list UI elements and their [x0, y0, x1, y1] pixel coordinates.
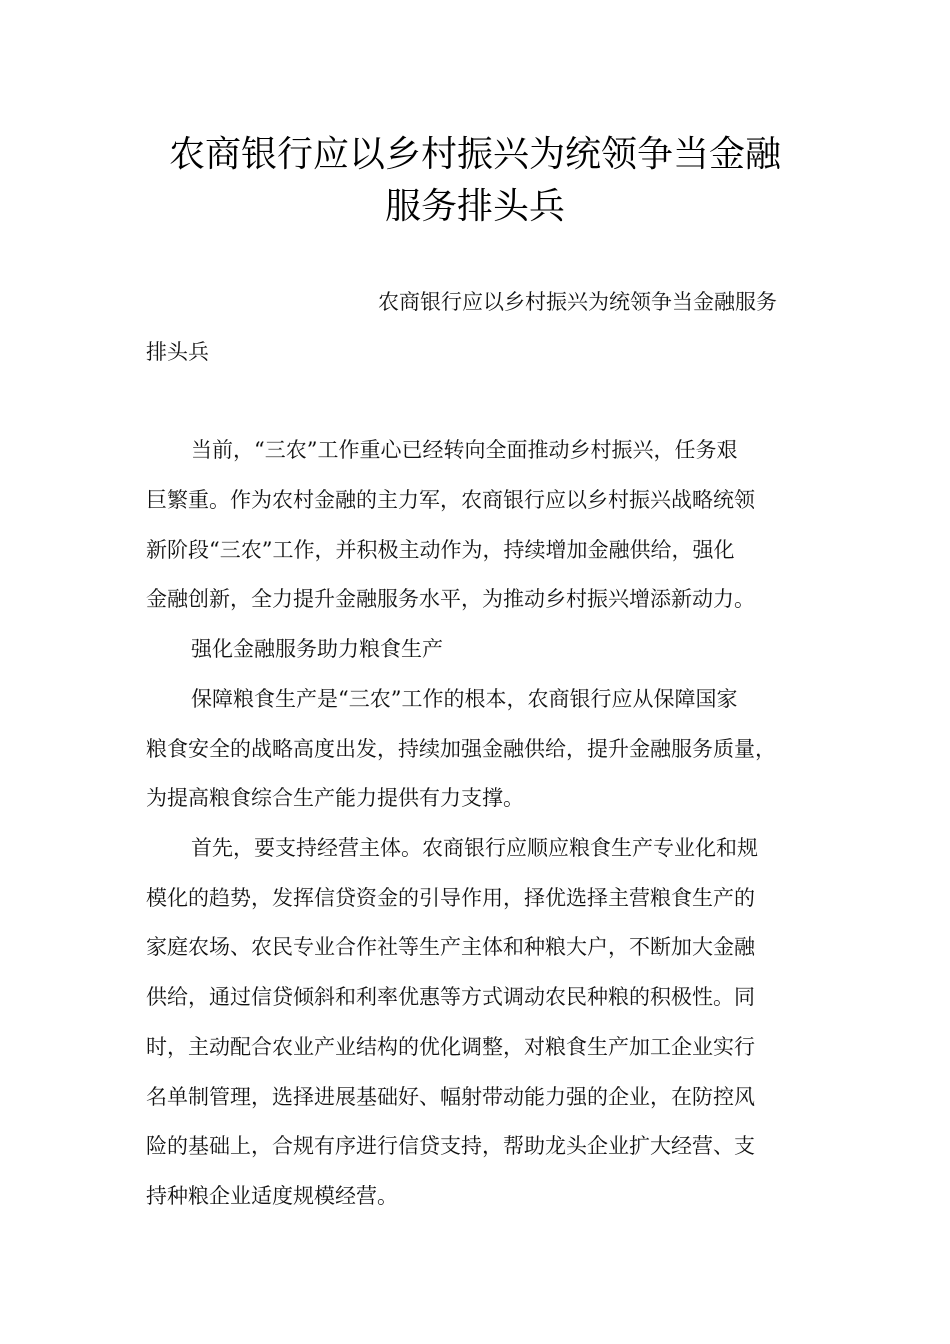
- paragraph-3-line-7: 险的基础上，合规有序进行信贷支持，帮助龙头企业扩大经营、支: [146, 1134, 755, 1158]
- paragraph-2-line-1: 保障粮食生产是“三农”工作的根本，农商银行应从保障国家: [191, 687, 738, 711]
- paragraph-3-line-5: 时，主动配合农业产业结构的优化调整，对粮食生产加工企业实行: [146, 1035, 755, 1059]
- paragraph-3-line-4: 供给，通过信贷倾斜和利率优惠等方式调动农民种粮的积极性。同: [146, 985, 755, 1009]
- paragraph-1-line-3: 新阶段“三农”工作，并积极主动作为，持续增加金融供给，强化: [146, 538, 735, 562]
- paragraph-2-line-2: 粮食安全的战略高度出发，持续加强金融供给，提升金融服务质量，: [146, 737, 776, 761]
- document-title-line-1: 农商银行应以乡村振兴为统领争当金融: [168, 134, 781, 175]
- paragraph-3-line-8: 持种粮企业适度规模经营。: [146, 1184, 398, 1208]
- paragraph-1-line-2: 巨繁重。作为农村金融的主力军，农商银行应以乡村振兴战略统领: [146, 488, 755, 512]
- subtitle-line-2: 排头兵: [146, 340, 209, 364]
- paragraph-3-line-2: 模化的趋势，发挥信贷资金的引导作用，择优选择主营粮食生产的: [146, 886, 755, 910]
- document-title-line-2: 服务排头兵: [384, 186, 565, 227]
- paragraph-2-line-3: 为提高粮食综合生产能力提供有力支撑。: [146, 786, 524, 810]
- paragraph-3-line-1: 首先，要支持经营主体。农商银行应顺应粮食生产专业化和规: [191, 836, 758, 860]
- paragraph-1-line-4: 金融创新，全力提升金融服务水平，为推动乡村振兴增添新动力。: [146, 587, 755, 611]
- subtitle-line-1: 农商银行应以乡村振兴为统领争当金融服务: [378, 290, 777, 314]
- paragraph-1-line-1: 当前，“三农”工作重心已经转向全面推动乡村振兴，任务艰: [191, 438, 738, 462]
- paragraph-3-line-6: 名单制管理，选择进展基础好、幅射带动能力强的企业，在防控风: [146, 1085, 755, 1109]
- section-heading: 强化金融服务助力粮食生产: [191, 637, 443, 661]
- paragraph-3-line-3: 家庭农场、农民专业合作社等生产主体和种粮大户，不断加大金融: [146, 935, 755, 959]
